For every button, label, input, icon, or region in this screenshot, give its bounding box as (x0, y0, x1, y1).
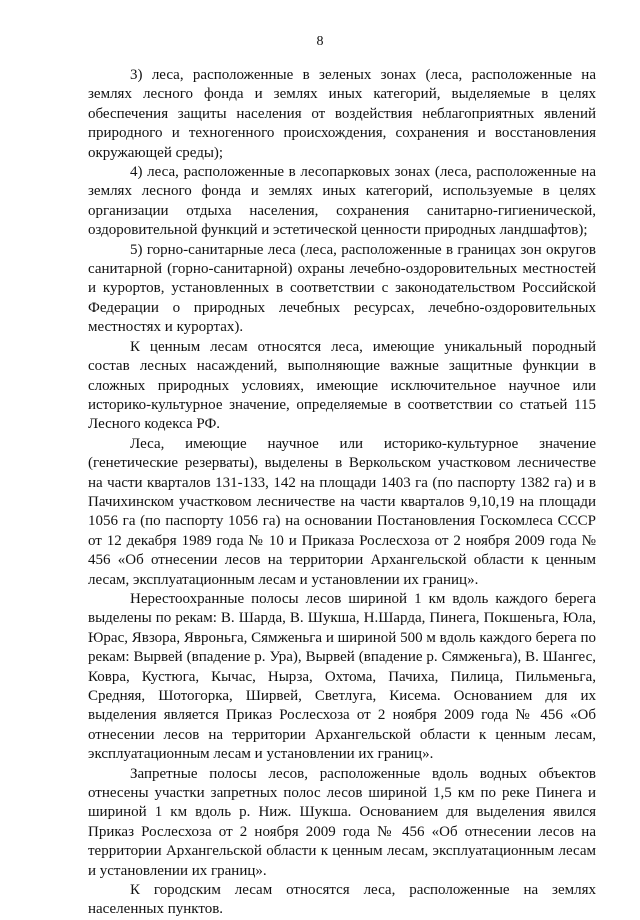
paragraph-valuable-forests: К ценным лесам относятся леса, имеющие уникальный породный состав лесных насаждений, выполняющие важные защитные функции в сложных природных условиях, имеющие исключительное научное или историко-культурное значение, определяемые в соответствии со статьей 115 Лесного кодекса РФ. (88, 338, 596, 433)
paragraph-spawning-protection-strips: Нерестоохранные полосы лесов шириной 1 км вдоль каждого берега выделены по рекам: В. Шарда, В. Шукша, Н.Шарда, Пинега, Покшеньга, Юла, Юрас, Явзора, Явроньга, Сямженьга и шириной 500 м вдоль каждого берега по рекам: Вырвей (впадение р. Ура), Вырвей (впадение р. Сямженьга), В. Шангес, Ковра, Кустюга, Кычас, Нырза, Охтома, Пачиха, Пилица, Пильменьга, Средняя, Шотогорка, Ширвей, Светлуга, Кисема. Основанием для их выделения является Приказ Рослесхоза от 2 ноября 2009 года № 456 «Об отнесении лесов на территории Архангельской области к ценным лесам, эксплуатационным лесам и установлении их границ». (88, 590, 596, 763)
paragraph-forest-park-zones: 4) леса, расположенные в лесопарковых зонах (леса, расположенные на землях лесного фонда и землях иных категорий, используемые в целях организации отдыха населения, сохранения санитарно-гигиенической, оздоровительной функций и эстетической ценности природных ландшафтов); (88, 164, 596, 239)
paragraph-green-zones: 3) леса, расположенные в зеленых зонах (леса, расположенные на землях лесного фонда и землях иных категорий, выделяемые в целях обеспечения защиты населения от воздействия неблагоприятных явлений природного и техногенного происхождения, сохранения и восстановления окружающей среды); (88, 67, 596, 161)
page-number: 8 (316, 34, 324, 49)
paragraph-urban-forests: К городским лесам относятся леса, расположенные на землях населенных пунктов. (88, 882, 596, 918)
document-body (88, 66, 596, 920)
paragraph-mountain-sanitary-forests: 5) горно-санитарные леса (леса, расположенные в границах зон округов санитарной (горно-санитарной) охраны лечебно-оздоровительных местностей и курортов, установленных в соответствии с законодательством Российской Федерации о природных лечебных ресурсах, лечебно-оздоровительных местностях и курортах). (88, 241, 596, 336)
paragraph-restricted-forest-strips: Запретные полосы лесов, расположенные вдоль водных объектов отнесены участки запретных полос лесов шириной 1,5 км по реке Пинега и шириной 1 км вдоль р. Ниж. Шукша. Основанием для выделения явился Приказ Рослесхоза от 2 ноября 2009 года № 456 «Об отнесении лесов на территории Архангельской области к ценным лесам, эксплуатационным лесам и установлении их границ». (88, 765, 596, 879)
paragraph-genetic-reserves: Леса, имеющие научное или историко-культурное значение (генетические резерваты), выделены в Веркольском участковом лесничестве на части кварталов 131-133, 142 на площади 1403 га (по паспорту 1382 га) и в Пачихинском участковом лесничестве на части кварталов 9,10,19 на площади 1056 га (по паспорту 1056 га) на основании Постановления Госкомлеса СССР от 12 декабря 1989 года № 10 и Приказа Рослесхоза от 2 ноября 2009 года № 456 «Об отнесении лесов на территории Архангельской области к ценным лесам, эксплуатационным лесам и установлении их границ». (88, 435, 596, 588)
